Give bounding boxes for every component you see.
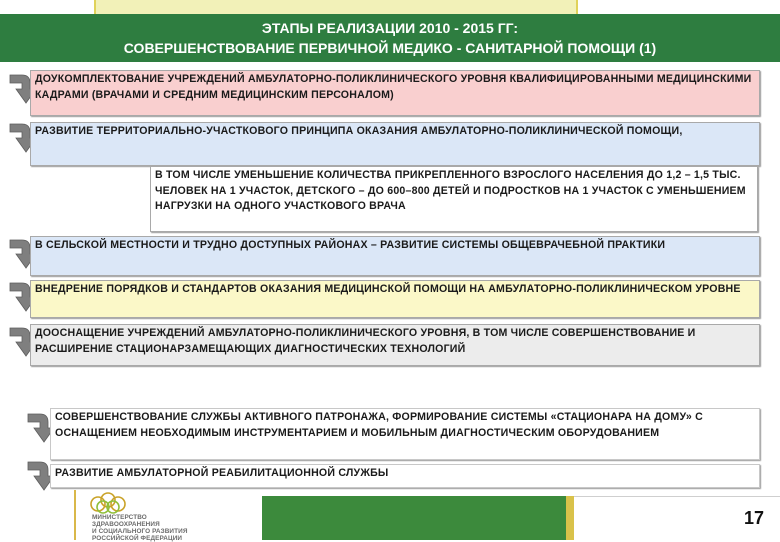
stage-item-standards — [30, 280, 760, 318]
stage-item-text: ВНЕДРЕНИЕ ПОРЯДКОВ И СТАНДАРТОВ ОКАЗАНИЯ МЕДИЦИНСКОЙ ПОМОЩИ НА АМБУЛАТОРНО-ПОЛИКЛИНИЧЕСКОМ УРОВНЕ — [35, 283, 741, 295]
stage-item-text: РАЗВИТИЕ ТЕРРИТОРИАЛЬНО-УЧАСТКОВОГО ПРИНЦИПА ОКАЗАНИЯ АМБУЛАТОРНО-ПОЛИКЛИНИЧЕСКОЙ ПОМОЩИ, — [35, 125, 683, 137]
stage-subitem-reduction — [150, 166, 758, 232]
top-accent-bar — [94, 0, 578, 14]
stage-item-home-care — [50, 408, 760, 460]
footer-divider-line — [74, 490, 76, 540]
ministry-name: МИНИСТЕРСТВО ЗДРАВООХРАНЕНИЯ И СОЦИАЛЬНОГО РАЗВИТИЯ РОССИЙСКОЙ ФЕДЕРАЦИИ — [92, 514, 188, 542]
stage-item-equipment — [30, 324, 760, 366]
stage-item-text: СОВЕРШЕНСТВОВАНИЕ СЛУЖБЫ АКТИВНОГО ПАТРОНАЖА, ФОРМИРОВАНИЕ СИСТЕМЫ «СТАЦИОНАРА НА ДОМУ» С ОСНАЩЕНИЕМ НЕОБХОДИМЫМ ИНСТРУМЕНТАРИЕМ И МОБИЛЬНЫМ ДИАГНОСТИЧЕСКИМ ОБОРУДОВАНИЕМ — [55, 411, 703, 439]
title-line-1: ЭТАПЫ РЕАЛИЗАЦИИ 2010 - 2015 ГГ: — [261, 20, 519, 36]
footer-green-block — [262, 496, 566, 540]
stage-item-text: В СЕЛЬСКОЙ МЕСТНОСТИ И ТРУДНО ДОСТУПНЫХ РАЙОНАХ – РАЗВИТИЕ СИСТЕМЫ ОБЩЕВРАЧЕБНОЙ ПРАКТИКИ — [35, 239, 666, 251]
stage-item-rehabilitation — [50, 464, 760, 488]
stage-item-text: В ТОМ ЧИСЛЕ УМЕНЬШЕНИЕ КОЛИЧЕСТВА ПРИКРЕПЛЕННОГО ВЗРОСЛОГО НАСЕЛЕНИЯ ДО 1,2 – 1,5 ТЫС. ЧЕЛОВЕК НА 1 УЧАСТОК, ДЕТСКОГО – ДО 600–800 ДЕТЕЙ И ПОДРОСТКОВ НА 1 УЧАСТОК С УМЕНЬШЕНИЕМ НАГРУЗКИ НА ОДНОГО УЧАСТКОВОГО ВРАЧА — [155, 169, 746, 212]
footer-gold-block — [566, 496, 574, 540]
stage-item-staffing — [30, 70, 760, 116]
stage-item-territorial-principle — [30, 122, 760, 166]
title-banner — [0, 14, 780, 62]
stage-item-text: ДОУКОМПЛЕКТОВАНИЕ УЧРЕЖДЕНИЙ АМБУЛАТОРНО-ПОЛИКЛИНИЧЕСКОГО УРОВНЯ КВАЛИФИЦИРОВАННЫМИ МЕДИЦИНСКИМИ КАДРАМИ (ВРАЧАМИ И СРЕДНИМ МЕДИЦИНСКИМ ПЕРСОНАЛОМ) — [35, 73, 752, 101]
stage-item-rural-practice — [30, 236, 760, 276]
stage-item-text: ДООСНАЩЕНИЕ УЧРЕЖДЕНИЙ АМБУЛАТОРНО-ПОЛИКЛИНИЧЕСКОГО УРОВНЯ, В ТОМ ЧИСЛЕ СОВЕРШЕНСТВОВАНИЕ И РАСШИРЕНИЕ СТАЦИОНАРЗАМЕЩАЮЩИХ ДИАГНОСТИЧЕСКИХ ТЕХНОЛОГИЙ — [35, 327, 696, 355]
stage-item-text: РАЗВИТИЕ АМБУЛАТОРНОЙ РЕАБИЛИТАЦИОННОЙ СЛУЖБЫ — [55, 467, 389, 479]
title-line-2: СОВЕРШЕНСТВОВАНИЕ ПЕРВИЧНОЙ МЕДИКО - САНИТАРНОЙ ПОМОЩИ (1) — [123, 40, 657, 56]
page-number: 17 — [743, 508, 764, 528]
ministry-logo-icon — [82, 492, 134, 516]
